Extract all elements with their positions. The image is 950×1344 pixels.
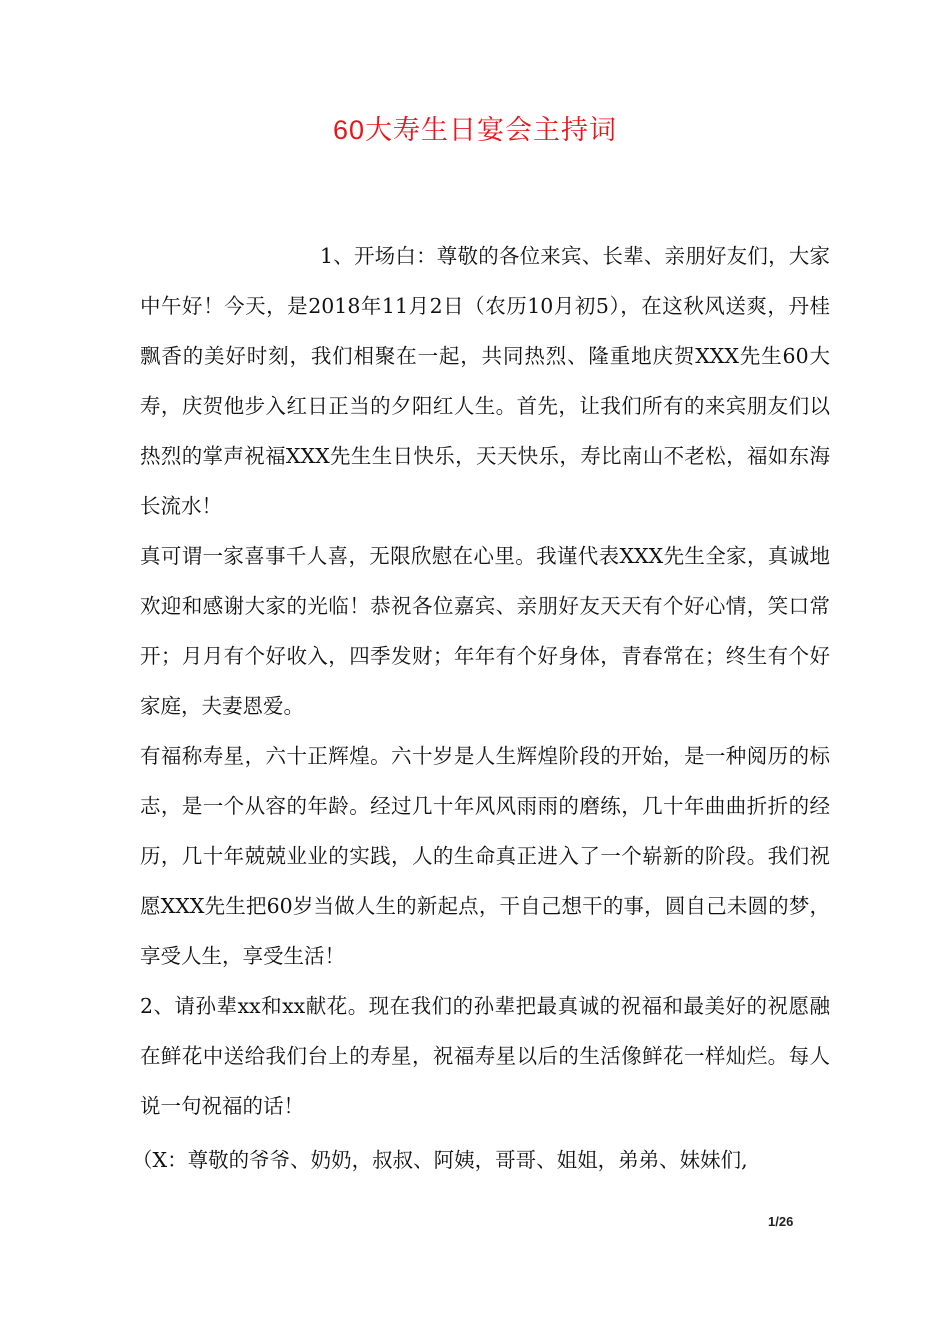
paragraph-flowers: 2、请孙辈xx和xx献花。现在我们的孙辈把最真诚的祝福和最美好的祝愿融在鲜花中送给我们台上的寿星，祝福寿星以后的生活像鲜花一样灿烂。每人说一句祝福的话！: [140, 994, 830, 1118]
page-number: 1/26: [768, 1214, 794, 1229]
paragraph-welcome: 真可谓一家喜事千人喜，无限欣慰在心里。我谨代表XXX先生全家，真诚地欢迎和感谢大家的光临！恭祝各位嘉宾、亲朋好友天天有个好心情，笑口常开；月月有个好收入，四季发财；年年有个好身体，青春常在；终生有个好家庭，夫妻恩爱。: [140, 544, 830, 718]
document-title: 60大寿生日宴会主持词: [332, 115, 618, 145]
paragraph-speech: （X：尊敬的爷爷、奶奶，叔叔、阿姨，哥哥、姐姐，弟弟、妹妹们,: [132, 1148, 748, 1172]
document-body: [132, 231, 830, 1185]
paragraph-opening: 1、开场白：尊敬的各位来宾、长辈、亲朋好友们，大家中午好！今天，是2018年11月2日（农历10月初5），在这秋风送爽，丹桂飘香的美好时刻，我们相聚在一起，共同热烈、隆重地庆贺XXX先生60大寿，庆贺他步入红日正当的夕阳红人生。首先，让我们所有的来宾朋友们以热烈的掌声祝福XXX先生生日快乐，天天快乐，寿比南山不老松，福如东海长流水！: [140, 244, 830, 518]
paragraph-blessing: 有福称寿星，六十正辉煌。六十岁是人生辉煌阶段的开始，是一种阅历的标志，是一个从容的年龄。经过几十年风风雨雨的磨练，几十年曲曲折折的经历，几十年兢兢业业的实践，人的生命真正进入了一个崭新的阶段。我们祝愿XXX先生把60岁当做人生的新起点，干自己想干的事，圆自己未圆的梦，享受人生，享受生活！: [140, 744, 830, 968]
